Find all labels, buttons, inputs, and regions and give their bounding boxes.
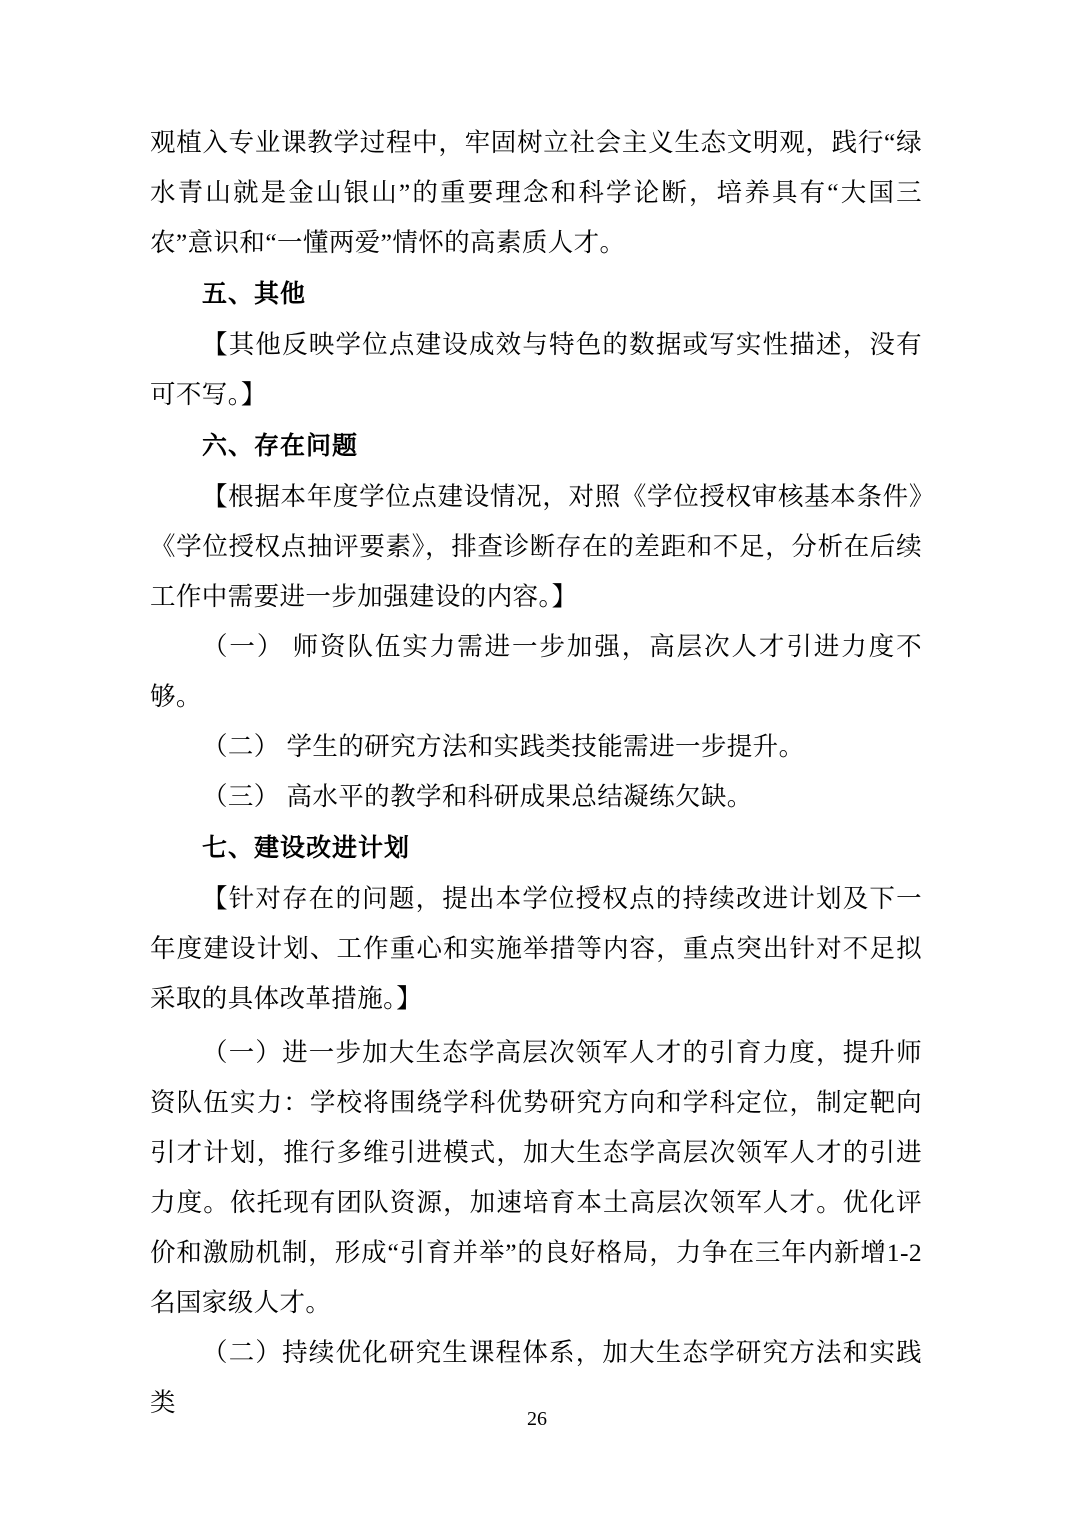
list-item-problem-2: （二） 学生的研究方法和实践类技能需进一步提升。 [202, 732, 805, 761]
page-number: 26 [527, 1408, 547, 1430]
section-heading-five-other: 五、其他 [202, 279, 307, 308]
paragraph-problems-note: 【根据本年度学位点建设情况，对照《学位授权审核基本条件》《学位授权点抽评要素》，排查诊断存在的差距和不足，分析在后续工作中需要进一步加强建设的内容。】 [150, 482, 922, 611]
list-item-plan-2: （二）持续优化研究生课程体系，加大生态学研究方法和实践类 [150, 1338, 922, 1417]
list-item-problem-1: （一） 师资队伍实力需进一步加强，高层次人才引进力度不够。 [150, 632, 922, 711]
paragraph-other-note: 【其他反映学位点建设成效与特色的数据或写实性描述，没有可不写。】 [150, 330, 922, 409]
paragraph-improvement-note: 【针对存在的问题，提出本学位授权点的持续改进计划及下一年度建设计划、工作重心和实施举措等内容，重点突出针对不足拟采取的具体改革措施。】 [150, 884, 922, 1013]
list-item-plan-1: （一）进一步加大生态学高层次领军人才的引育力度，提升师资队伍实力：学校将围绕学科优势研究方向和学科定位，制定靶向引才计划，推行多维引进模式，加大生态学高层次领军人才的引进力度。依托现有团队资源，加速培育本土高层次领军人才。优化评价和激励机制，形成“引育并举”的良好格局，力争在三年内新增1-2名国家级人才。 [150, 1038, 922, 1317]
section-heading-six-problems: 六、存在问题 [202, 431, 359, 460]
section-heading-seven-improvement-plan: 七、建设改进计划 [202, 833, 411, 862]
list-item-problem-3: （三） 高水平的教学和科研成果总结凝练欠缺。 [202, 782, 753, 811]
page-content [150, 118, 922, 1428]
paragraph-continued: 观植入专业课教学过程中，牢固树立社会主义生态文明观，践行“绿水青山就是金山银山”的重要理念和科学论断，培养具有“大国三农”意识和“一懂两爱”情怀的高素质人才。 [150, 128, 922, 257]
